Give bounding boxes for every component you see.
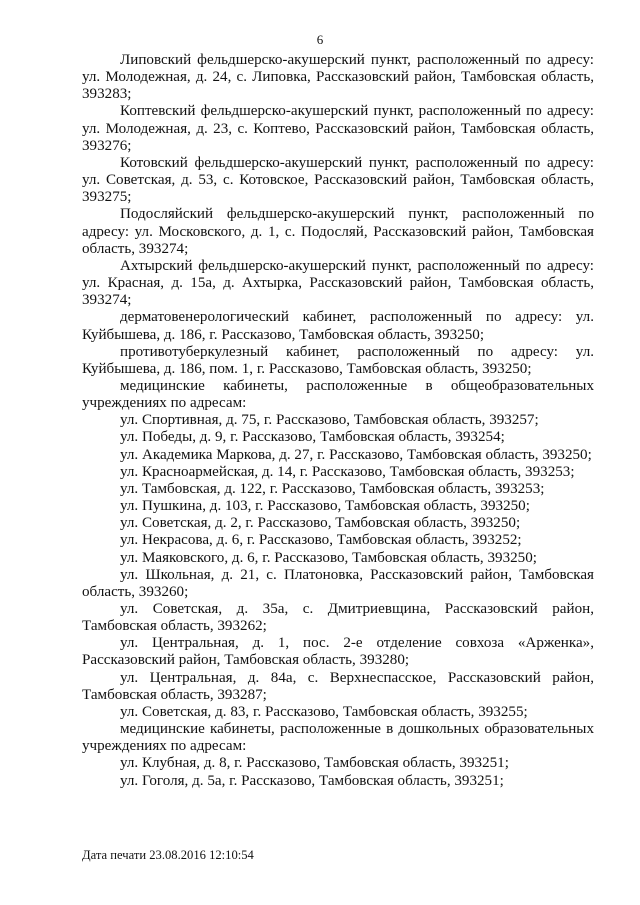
address-item: ул. Советская, д. 83, г. Рассказово, Тамбовская область, 393255; — [120, 703, 528, 720]
paragraph-akhtyrka: Ахтырский фельдшерско-акушерский пункт, расположенный по адресу: ул. Красная, д. 15а, д. Ахтырка, Рассказовский район, Тамбовская область, 393274; — [82, 257, 594, 309]
address-item: ул. Пушкина, д. 103, г. Рассказово, Тамбовская область, 393250; — [120, 498, 530, 515]
print-date-footer: Дата печати 23.08.2016 12:10:54 — [82, 848, 254, 862]
address-item: ул. Гоголя, д. 5а, г. Рассказово, Тамбовская область, 393251; — [120, 772, 504, 789]
address-item: ул. Клубная, д. 8, г. Рассказово, Тамбовская область, 393251; — [120, 755, 509, 772]
paragraph-kotovskoe: Котовский фельдшерско-акушерский пункт, расположенный по адресу: ул. Советская, д. 53, с. Котовское, Рассказовский район, Тамбовская область, 393275; — [82, 154, 594, 206]
address-item: ул. Академика Маркова, д. 27, г. Рассказово, Тамбовская область, 393250; — [120, 446, 592, 463]
address-item: ул. Маяковского, д. 6, г. Рассказово, Тамбовская область, 393250; — [120, 549, 537, 566]
address-item: ул. Центральная, д. 84а, с. Верхнеспасское, Рассказовский район, Тамбовская область, 393287; — [82, 669, 594, 703]
address-item: ул. Школьная, д. 21, с. Платоновка, Рассказовский район, Тамбовская область, 393260; — [82, 566, 594, 600]
paragraph-lipovka: Липовский фельдшерско-акушерский пункт, расположенный по адресу: ул. Молодежная, д. 24, с. Липовка, Рассказовский район, Тамбовская область, 393283; — [82, 52, 594, 103]
paragraph-dermatology-cabinet: дерматовенерологический кабинет, расположенный по адресу: ул. Куйбышева, д. 186, г. Рассказово, Тамбовская область, 393250; — [82, 309, 594, 343]
page-number: 6 — [316, 32, 324, 47]
address-item: ул. Некрасова, д. 6, г. Рассказово, Тамбовская область, 393252; — [120, 532, 522, 549]
address-item: ул. Советская, д. 2, г. Рассказово, Тамбовская область, 393250; — [120, 515, 521, 532]
paragraph-podoslyai: Подосляйский фельдшерско-акушерский пункт, расположенный по адресу: ул. Московского, д. 1, с. Подосляй, Рассказовский район, Тамбовская область, 393274; — [82, 206, 594, 257]
document-body — [82, 52, 594, 790]
address-item: ул. Центральная, д. 1, пос. 2-е отделение совхоза «Арженка», Рассказовский район, Тамбовская область, 393280; — [82, 635, 594, 669]
address-item: ул. Тамбовская, д. 122, г. Рассказово, Тамбовская область, 393253; — [120, 480, 545, 497]
paragraph-koptevo: Коптевский фельдшерско-акушерский пункт, расположенный по адресу: ул. Молодежная, д. 23, с. Коптево, Рассказовский район, Тамбовская область, 393276; — [82, 103, 594, 154]
address-item: ул. Спортивная, д. 75, г. Рассказово, Тамбовская область, 393257; — [120, 412, 539, 429]
address-item: ул. Победы, д. 9, г. Рассказово, Тамбовская область, 393254; — [120, 429, 505, 446]
paragraph-tuberculosis-cabinet: противотуберкулезный кабинет, расположенный по адресу: ул. Куйбышева, д. 186, пом. 1, г. Рассказово, Тамбовская область, 393250; — [82, 343, 594, 377]
address-item: ул. Красноармейская, д. 14, г. Рассказово, Тамбовская область, 393253; — [120, 463, 575, 480]
paragraph-preschool-cabinets-heading: медицинские кабинеты, расположенные в дошкольных образовательных учреждениях по адресам: — [82, 721, 594, 755]
address-item: ул. Советская, д. 35а, с. Дмитриевщина, Рассказовский район, Тамбовская область, 393262; — [82, 601, 594, 635]
paragraph-school-cabinets-heading: медицинские кабинеты, расположенные в общеобразовательных учреждениях по адресам: — [82, 377, 594, 412]
